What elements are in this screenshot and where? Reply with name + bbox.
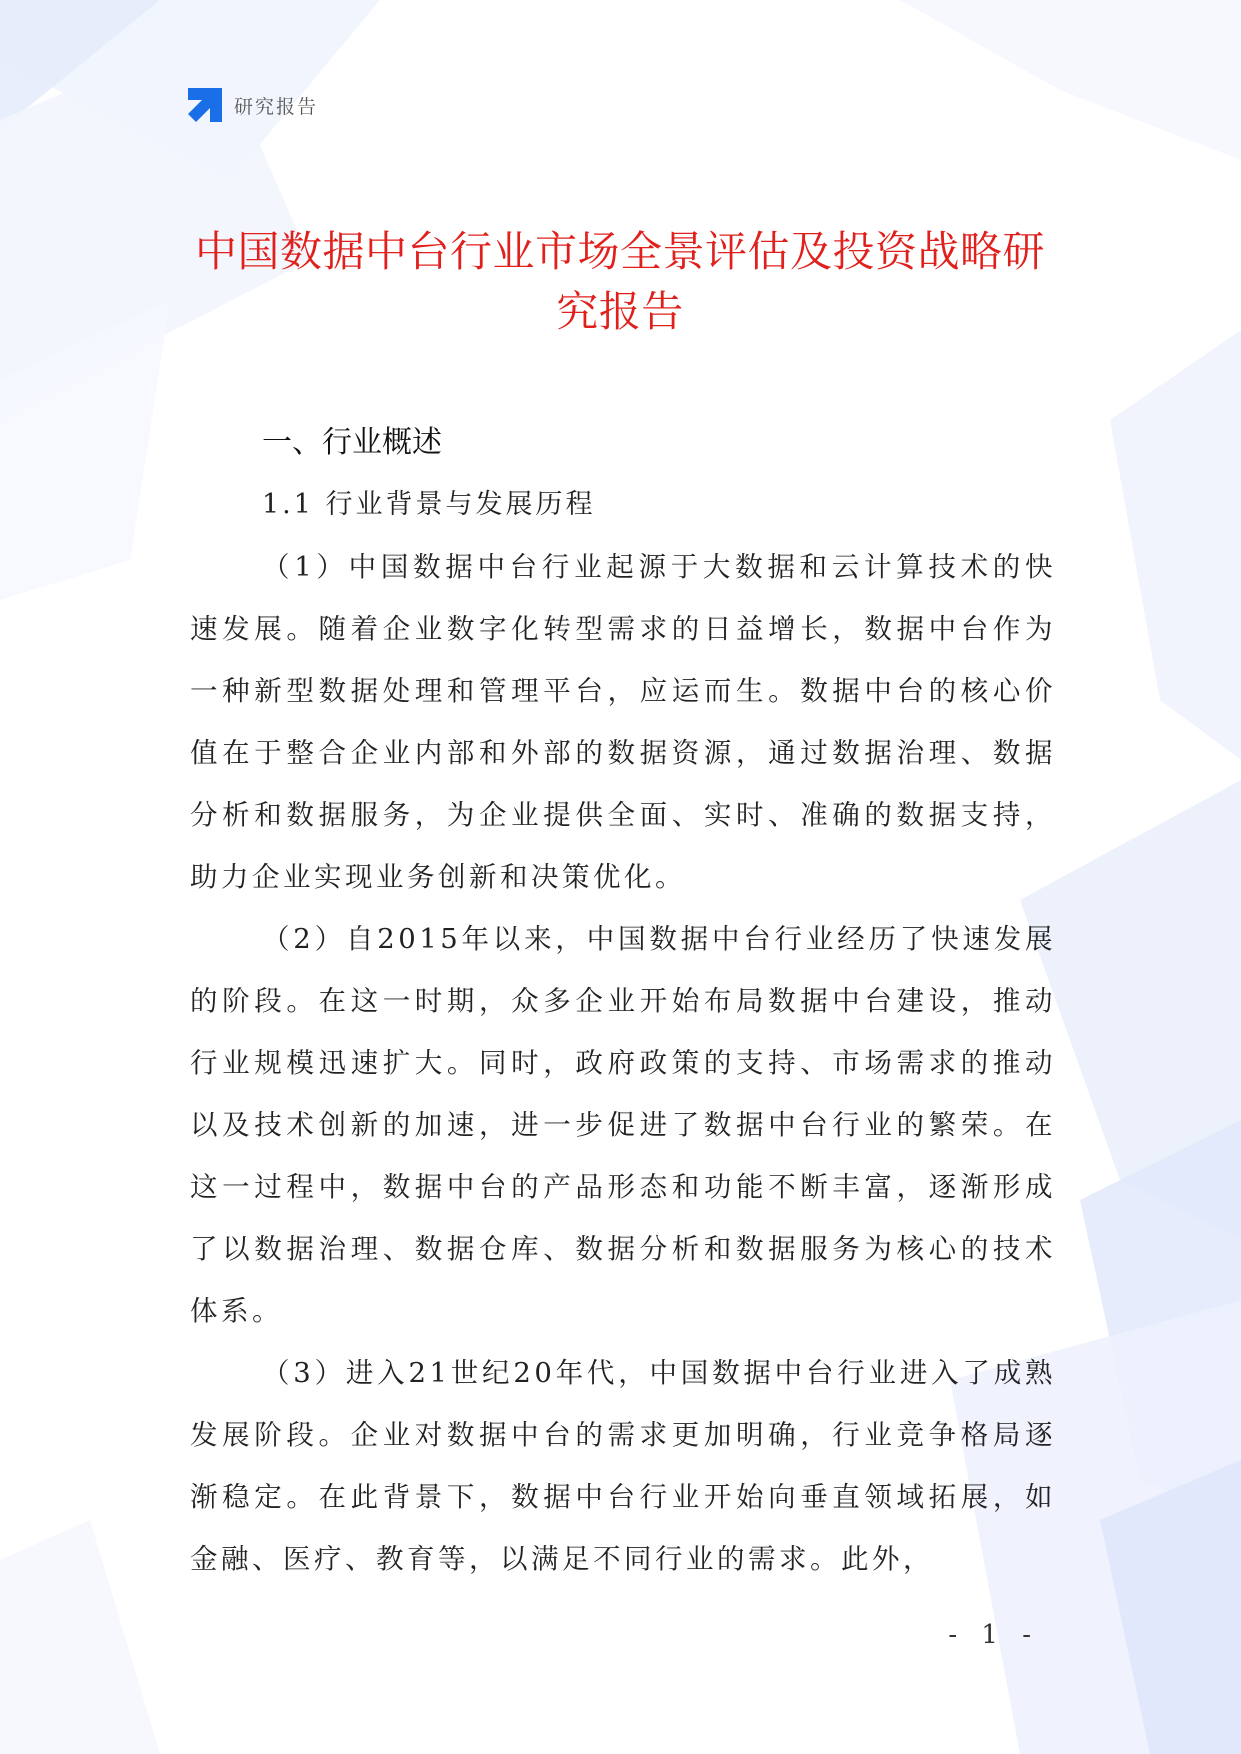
page-number: - 1 -	[948, 1620, 1039, 1650]
subsection-heading: 1.1 行业背景与发展历程	[262, 489, 596, 520]
paragraph-3: （3）进入21世纪20年代，中国数据中台行业进入了成熟发展阶段。企业对数据中台的需求更加明确，行业竞争格局逐渐稳定。在此背景下，数据中台行业开始向垂直领域拓展，如金融、医疗、教育等，以满足不同行业的需求。此外，	[190, 1357, 1056, 1575]
paragraph-1: （1）中国数据中台行业起源于大数据和云计算技术的快速发展。随着企业数字化转型需求的日益增长，数据中台作为一种新型数据处理和管理平台，应运而生。数据中台的核心价值在于整合企业内部和外部的数据资源，通过数据治理、数据分析和数据服务，为企业提供全面、实时、准确的数据支持，助力企业实现业务创新和决策优化。	[190, 551, 1056, 893]
document-title: 中国数据中台行业市场全景评估及投资战略研究报告	[194, 227, 1045, 336]
paragraph-2: （2）自2015年以来，中国数据中台行业经历了快速发展的阶段。在这一时期，众多企业开始布局数据中台建设，推动行业规模迅速扩大。同时，政府政策的支持、市场需求的推动以及技术创新的加速，进一步促进了数据中台行业的繁荣。在这一过程中，数据中台的产品形态和功能不断丰富，逐渐形成了以数据治理、数据仓库、数据分析和数据服务为核心的技术体系。	[190, 923, 1056, 1327]
section-heading: 一、行业概述	[262, 425, 442, 460]
document-body	[190, 412, 1056, 1590]
header-label: 研究报告	[234, 95, 319, 118]
page-header	[188, 88, 318, 122]
arrow-logo-icon	[188, 88, 222, 122]
